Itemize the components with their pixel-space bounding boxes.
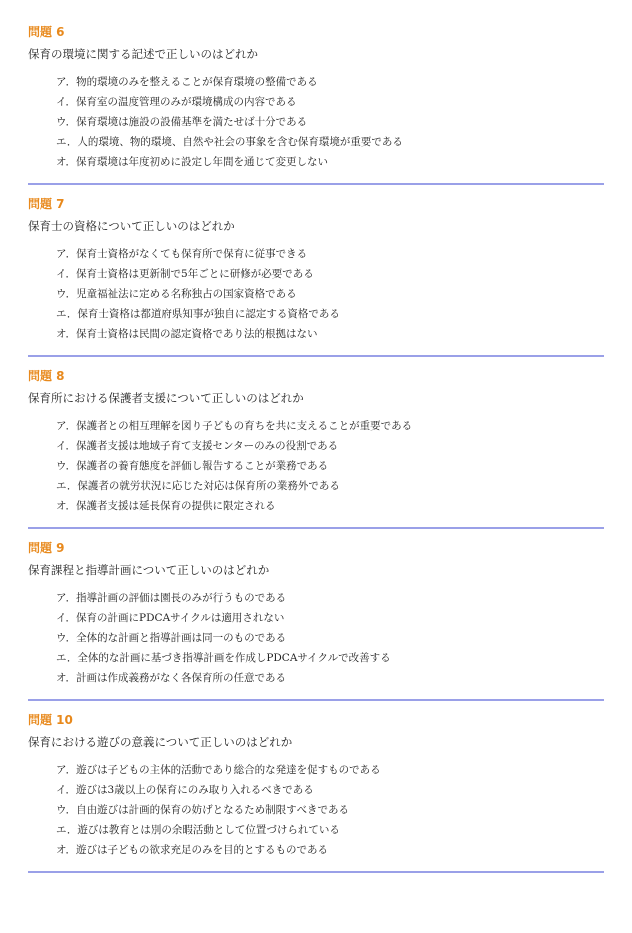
option-a: ア．指導計画の評価は園長のみが行うものである <box>56 592 287 604</box>
option-i: イ．保育室の温度管理のみが環境構成の内容である <box>56 96 297 108</box>
option-e: エ．人的環境、物的環境、自然や社会の事象を含む保育環境が重要である <box>56 136 403 148</box>
question-stem: 保育所における保護者支援について正しいのはどれか <box>28 391 304 405</box>
option-list <box>28 588 604 688</box>
option-list <box>28 416 604 516</box>
option-o: オ．遊びは子どもの欲求充足のみを目的とするものである <box>56 844 329 856</box>
question-8 <box>28 368 604 529</box>
option-list <box>28 72 604 172</box>
question-title: 問題 7 <box>28 197 65 211</box>
option-list <box>28 760 604 860</box>
option-e: エ．遊びは教育とは別の余暇活動として位置づけられている <box>56 824 340 836</box>
option-e: エ．保護者の就労状況に応じた対応は保育所の業務外である <box>56 480 340 492</box>
option-a: ア．保護者との相互理解を図り子どもの育ちを共に支えることが重要である <box>56 420 413 432</box>
option-u: ウ．児童福祉法に定める名称独占の国家資格である <box>56 288 297 300</box>
option-o: オ．計画は作成義務がなく各保育所の任意である <box>56 672 287 684</box>
option-o: オ．保育環境は年度初めに設定し年間を通じて変更しない <box>56 156 329 168</box>
question-6 <box>28 24 604 185</box>
option-i: イ．保育の計画にPDCAサイクルは適用されない <box>56 612 285 624</box>
option-a: ア．保育士資格がなくても保育所で保育に従事できる <box>56 248 308 260</box>
question-stem: 保育の環境に関する記述で正しいのはどれか <box>28 47 258 61</box>
question-title: 問題 6 <box>28 25 65 39</box>
question-7 <box>28 196 604 357</box>
option-e: エ．保育士資格は都道府県知事が独自に認定する資格である <box>56 308 340 320</box>
option-o: オ．保育士資格は民間の認定資格であり法的根拠はない <box>56 328 318 340</box>
option-i: イ．保護者支援は地域子育て支援センターのみの役割である <box>56 440 339 452</box>
question-title: 問題 9 <box>28 541 65 555</box>
option-a: ア．物的環境のみを整えることが保育環境の整備である <box>56 76 318 88</box>
question-9 <box>28 540 604 701</box>
question-title: 問題 10 <box>28 713 73 727</box>
question-10 <box>28 712 604 873</box>
question-stem: 保育士の資格について正しいのはどれか <box>28 219 235 233</box>
question-stem: 保育における遊びの意義について正しいのはどれか <box>28 735 293 749</box>
option-u: ウ．保育環境は施設の設備基準を満たせば十分である <box>56 116 308 128</box>
option-i: イ．遊びは3歳以上の保育にのみ取り入れるべきである <box>56 784 314 796</box>
option-i: イ．保育士資格は更新制で5年ごとに研修が必要である <box>56 268 314 280</box>
option-a: ア．遊びは子どもの主体的活動であり総合的な発達を促すものである <box>56 764 381 776</box>
option-e: エ．全体的な計画に基づき指導計画を作成しPDCAサイクルで改善する <box>56 652 391 664</box>
option-u: ウ．全体的な計画と指導計画は同一のものである <box>56 632 287 644</box>
question-title: 問題 8 <box>28 369 65 383</box>
option-list <box>28 244 604 344</box>
option-u: ウ．保護者の養育態度を評価し報告することが業務である <box>56 460 329 472</box>
option-o: オ．保護者支援は延長保育の提供に限定される <box>56 500 276 512</box>
option-u: ウ．自由遊びは計画的保育の妨げとなるため制限すべきである <box>56 804 349 816</box>
question-stem: 保育課程と指導計画について正しいのはどれか <box>28 563 270 577</box>
